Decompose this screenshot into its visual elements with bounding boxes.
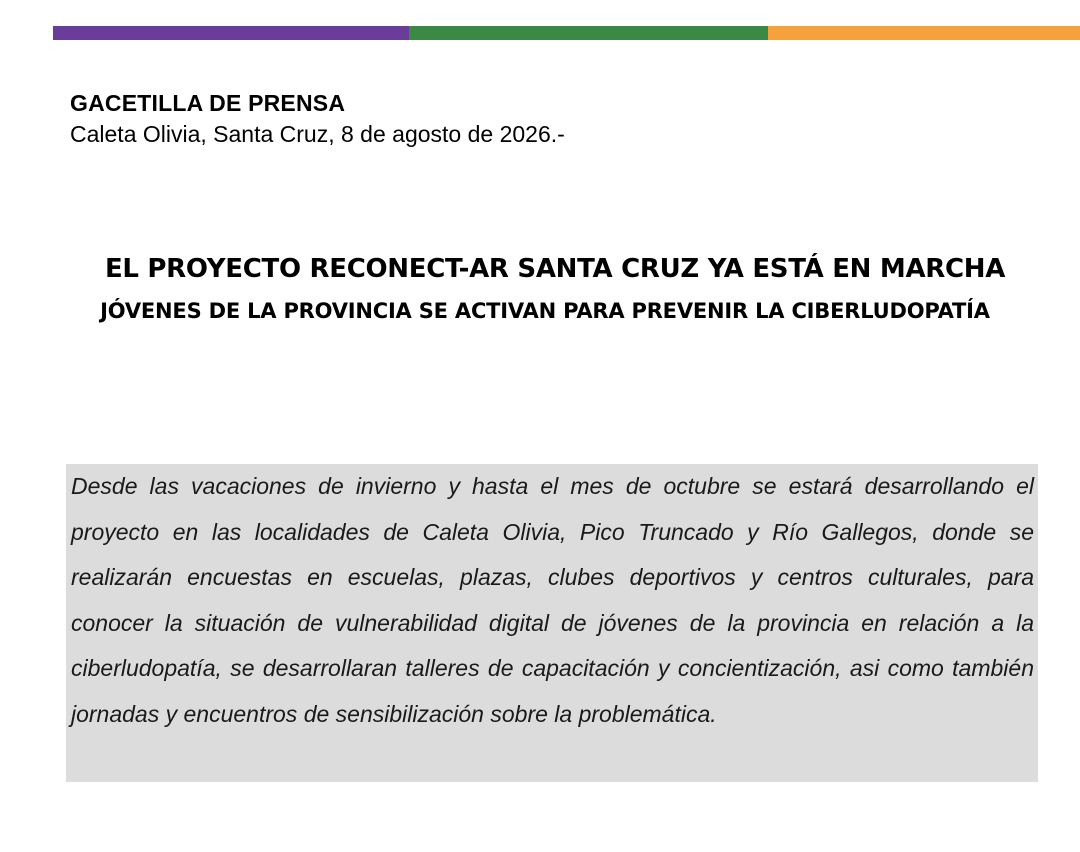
- color-band-purple: [53, 26, 409, 40]
- subheadline: JÓVENES DE LA PROVINCIA SE ACTIVAN PARA PREVENIR LA CIBERLUDOPATÍA: [100, 299, 990, 323]
- headline: EL PROYECTO RECONECT-AR SANTA CRUZ YA ESTÁ EN MARCHA: [104, 254, 1006, 284]
- body-highlight-box: [66, 464, 1038, 782]
- color-band-orange: [768, 26, 1080, 40]
- body-paragraph: Desde las vacaciones de invierno y hasta el mes de octubre se estará desarrollando el proyecto en las localidades de Caleta Olivia, Pico Truncado y Río Gallegos, donde se realizarán encuestas en escuelas, plazas, clubes deportivos y centros culturales, para conocer la situación de vulnerabilidad digital de jóvenes de la provincia en relación a la ciberludopatía, se desarrollaran talleres de capacitación y concientización, asi como también jornadas y encuentros de sensibilización sobre la problemática.: [71, 473, 1034, 727]
- dateline: Caleta Olivia, Santa Cruz, 8 de agosto de 2026.-: [70, 121, 565, 147]
- press-header: [70, 90, 565, 148]
- press-release-label: GACETILLA DE PRENSA: [70, 90, 346, 116]
- color-band: [53, 26, 1080, 40]
- color-band-green: [409, 26, 768, 40]
